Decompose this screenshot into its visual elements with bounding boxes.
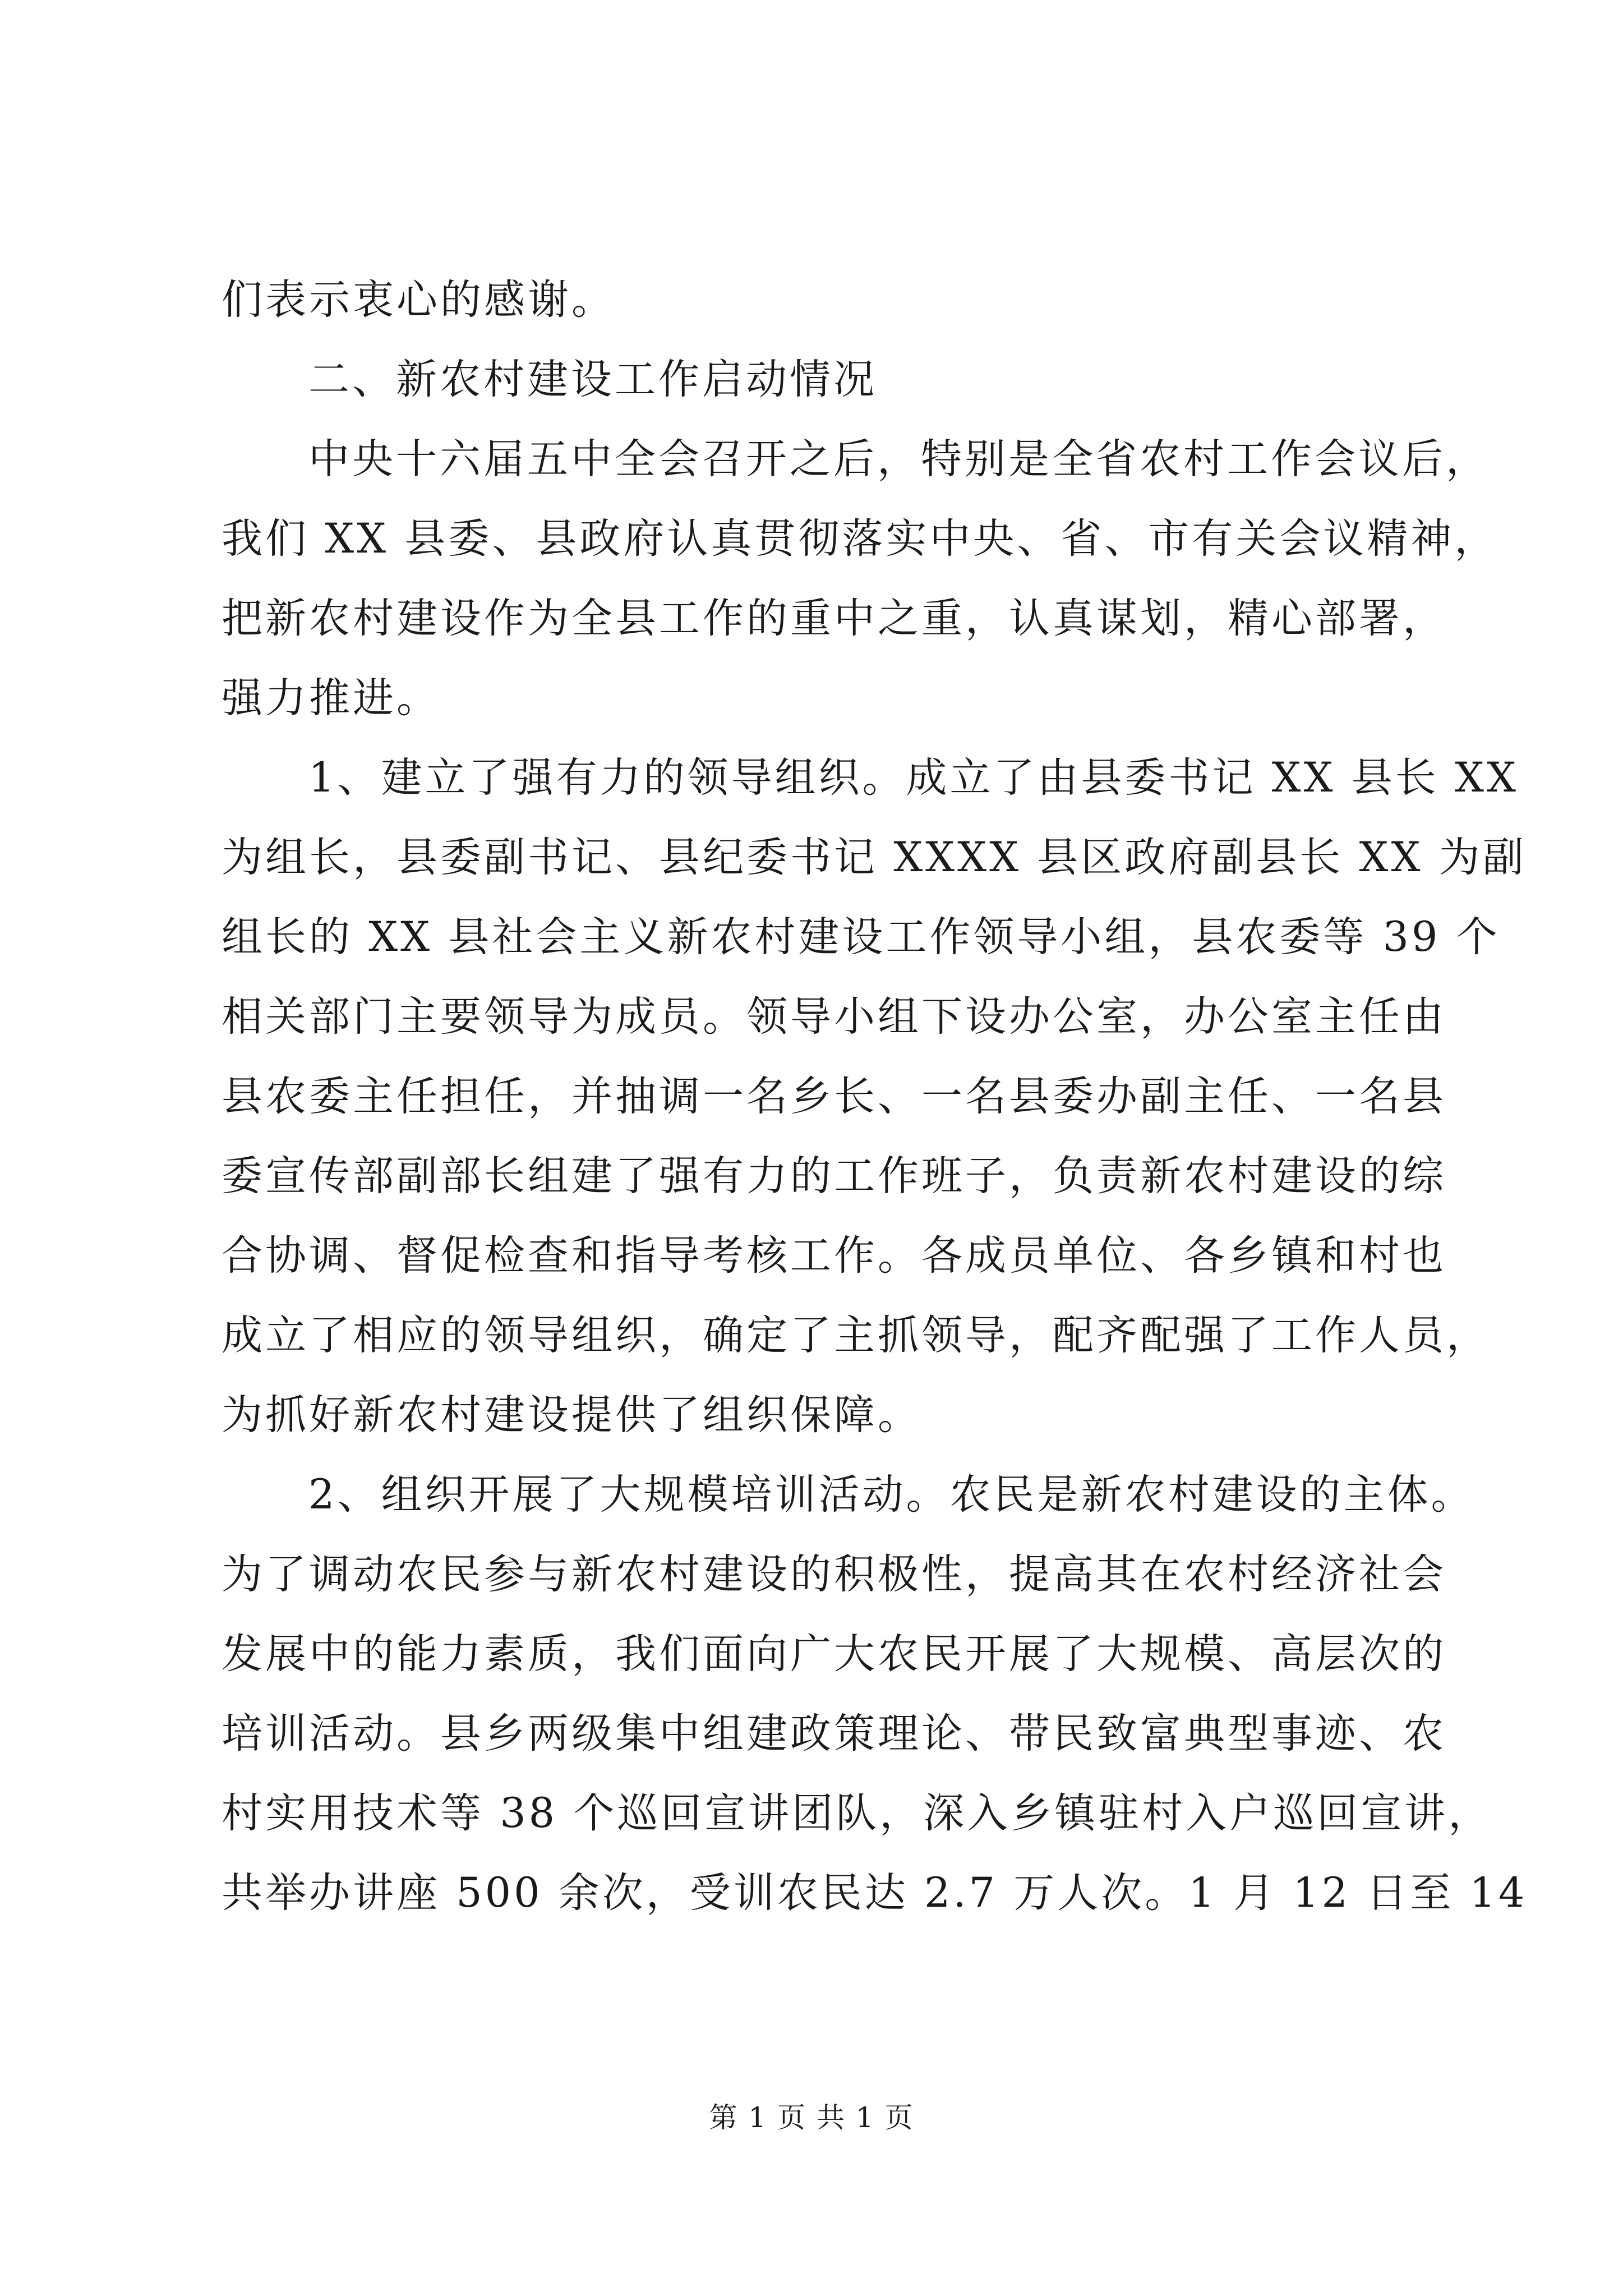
text-line: 培训活动。县乡两级集中组建政策理论、带民致富典型事迹、农 (222, 1710, 1446, 1757)
document-body (222, 260, 1528, 1933)
text-line: 合协调、督促检查和指导考核工作。各成员单位、各乡镇和村也 (222, 1232, 1446, 1280)
text-line: 相关部门主要领导为成员。领导小组下设办公室，办公室主任由 (222, 993, 1446, 1041)
text-line: 为了调动农民参与新农村建设的积极性，提高其在农村经济社会 (222, 1550, 1446, 1598)
text-line: 把新农村建设作为全县工作的重中之重，认真谋划，精心部署， (222, 595, 1446, 642)
text-line: 村实用技术等 38 个巡回宣讲团队，深入乡镇驻村入户巡回宣讲， (222, 1789, 1492, 1837)
text-line: 强力推进。 (222, 674, 440, 722)
text-line: 委宣传部副部长组建了强有力的工作班子，负责新农村建设的综 (222, 1152, 1446, 1200)
page-footer: 第 1 页 共 1 页 (709, 2101, 914, 2134)
text-line: 为抓好新农村建设提供了组织保障。 (222, 1391, 921, 1439)
text-line: 1、建立了强有力的领导组织。成立了由县委书记 XX 县长 XX (308, 754, 1519, 802)
text-line: 组长的 XX 县社会主义新农村建设工作领导小组，县农委等 39 个 (222, 913, 1500, 961)
text-line: 中央十六届五中全会召开之后，特别是全省农村工作会议后， (308, 435, 1490, 483)
text-line: 县农委主任担任，并抽调一名乡长、一名县委办副主任、一名县 (222, 1073, 1446, 1120)
text-line: 们表示衷心的感谢。 (222, 276, 615, 324)
text-line: 我们 XX 县委、县政府认真贯彻落实中央、省、市有关会议精神， (222, 515, 1498, 563)
text-line: 2、组织开展了大规模培训活动。农民是新农村建设的主体。 (308, 1471, 1475, 1519)
text-line: 成立了相应的领导组织，确定了主抓领导，配齐配强了工作人员， (222, 1312, 1490, 1359)
section-heading: 二、新农村建设工作启动情况 (308, 356, 877, 403)
text-line: 共举办讲座 500 余次，受训农民达 2.7 万人次。1 月 12 日至 14 (222, 1869, 1528, 1917)
text-line: 为组长，县委副书记、县纪委书记 XXXX 县区政府副县长 XX 为副 (222, 834, 1527, 881)
text-line: 发展中的能力素质，我们面向广大农民开展了大规模、高层次的 (222, 1630, 1446, 1678)
